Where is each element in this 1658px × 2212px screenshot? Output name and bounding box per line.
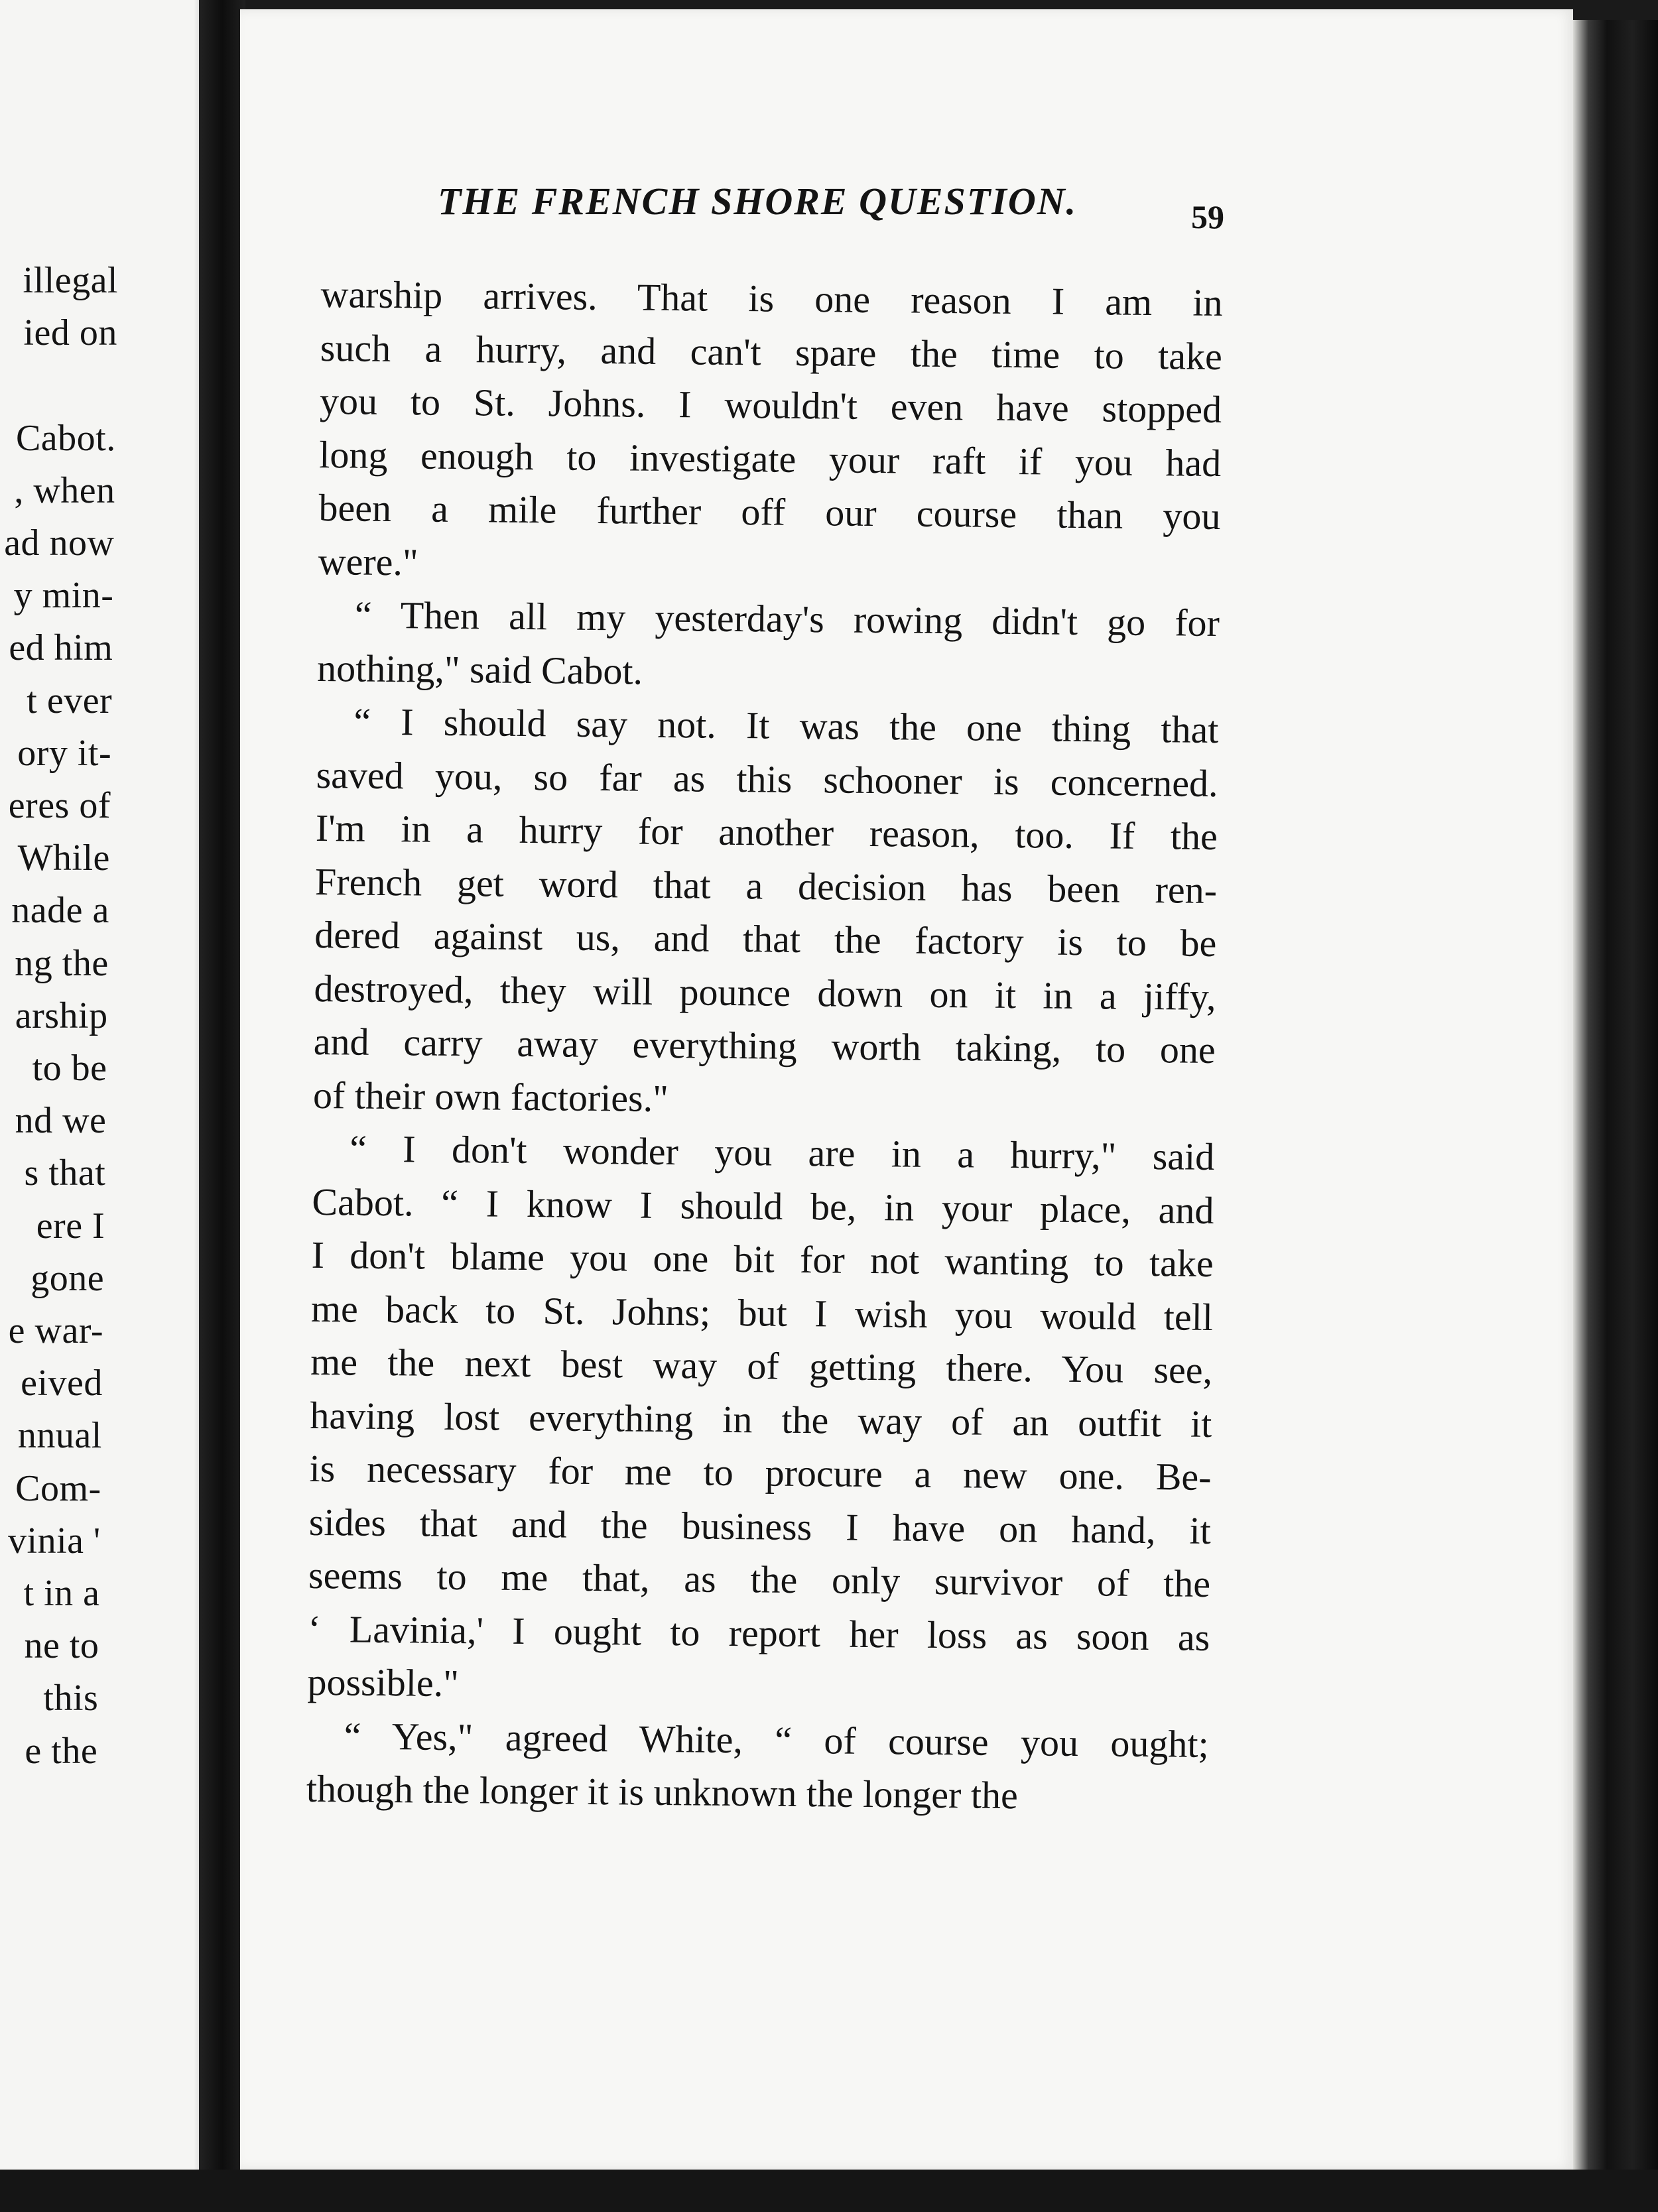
text-line: long enough to investigate your raft if you had	[318, 432, 1222, 485]
text-line: possible."	[307, 1660, 460, 1705]
text-line: me back to St. Johns; but I wish you would tell	[310, 1286, 1214, 1339]
previous-page-line: this	[43, 1678, 99, 1719]
text-line: of their own factories."	[312, 1073, 669, 1120]
text-line: me the next best way of getting there. You see,	[310, 1339, 1213, 1392]
book-gutter	[199, 0, 245, 2212]
running-head: THE FRENCH SHORE QUESTION.	[438, 180, 1078, 223]
previous-page-line: e war-	[8, 1310, 103, 1351]
previous-page-line: t in a	[23, 1573, 100, 1614]
text-line: “ Then all my yesterday's rowing didn't go for	[354, 593, 1220, 645]
text-line: warship arrives. That is one reason I am in	[320, 272, 1223, 325]
previous-page-line: y min-	[13, 575, 114, 617]
previous-page-line: t ever	[27, 680, 113, 721]
previous-page-line: nnual	[17, 1415, 102, 1457]
text-line: having lost everything in the way of an outfit it	[310, 1393, 1212, 1445]
text-line: sides that and the business I have on hand, it	[308, 1500, 1212, 1552]
previous-page-line: to be	[32, 1048, 107, 1089]
text-line: “ Yes," agreed White, “ of course you ought;	[344, 1713, 1210, 1766]
page-edge	[1573, 20, 1658, 2212]
previous-page-line: Com-	[15, 1467, 101, 1509]
text-line: Cabot. “ I know I should be, in your place, and	[312, 1180, 1214, 1232]
text-line: and carry away everything worth taking, to one	[313, 1019, 1216, 1072]
previous-page-line: eived	[21, 1363, 103, 1404]
previous-page-line: arship	[15, 995, 108, 1036]
text-line: nothing," said Cabot.	[316, 646, 643, 693]
text-line: you to St. Johns. I wouldn't even have stopped	[319, 379, 1222, 432]
page-number: 59	[1191, 198, 1224, 235]
text-line: “ I don't wonder you are in a hurry," said	[349, 1127, 1215, 1178]
text-line: destroyed, they will pounce down on it in a jiffy,	[314, 966, 1216, 1018]
previous-page-line: Cabot.	[15, 417, 116, 459]
previous-page-line: ng the	[15, 942, 109, 984]
body-text	[306, 268, 1223, 1824]
previous-page-line: ed him	[9, 627, 113, 669]
previous-page-line: eres of	[8, 785, 111, 826]
text-line: “ I should say not. It was the one thing that	[353, 700, 1219, 752]
text-line: French get word that a decision has been ren-	[314, 859, 1218, 912]
previous-page-line: e the	[25, 1730, 98, 1772]
previous-page-line: s that	[24, 1152, 106, 1194]
text-line: ‘ Lavinia,' I ought to report her loss as soon as	[307, 1607, 1210, 1659]
previous-page-line: ied on	[23, 312, 117, 354]
bottom-edge	[0, 2170, 1658, 2212]
text-line: dered against us, and that the factory is to be	[314, 912, 1217, 965]
text-line: such a hurry, and can't spare the time to take	[320, 326, 1223, 378]
previous-page-line: nd we	[15, 1100, 107, 1142]
text-line: saved you, so far as this schooner is concerned.	[316, 753, 1218, 805]
text-line: is necessary for me to procure a new one. Be-	[309, 1446, 1212, 1499]
previous-page-line: illegal	[23, 260, 118, 301]
previous-page-line: ad now	[4, 522, 115, 564]
text-line: were."	[318, 539, 418, 584]
text-line: seems to me that, as the only survivor of the	[308, 1553, 1211, 1605]
previous-page-line: vinia '	[8, 1520, 101, 1562]
text-line: been a mile further off our course than you	[318, 485, 1221, 538]
previous-page-line: While	[17, 837, 110, 879]
previous-page-line: nade a	[11, 890, 109, 932]
previous-page-line: , when	[14, 469, 115, 511]
text-line: I'm in a hurry for another reason, too. If the	[315, 806, 1218, 859]
previous-page-line: gone	[31, 1257, 105, 1299]
previous-page-line: ere I	[36, 1205, 105, 1247]
previous-page-line: ory it-	[17, 732, 112, 774]
previous-page-line: ne to	[24, 1625, 99, 1667]
text-line: though the longer it is unknown the longer the	[306, 1766, 1019, 1817]
text-line: I don't blame you one bit for not wanting to take	[311, 1233, 1214, 1285]
previous-page	[0, 0, 211, 2212]
